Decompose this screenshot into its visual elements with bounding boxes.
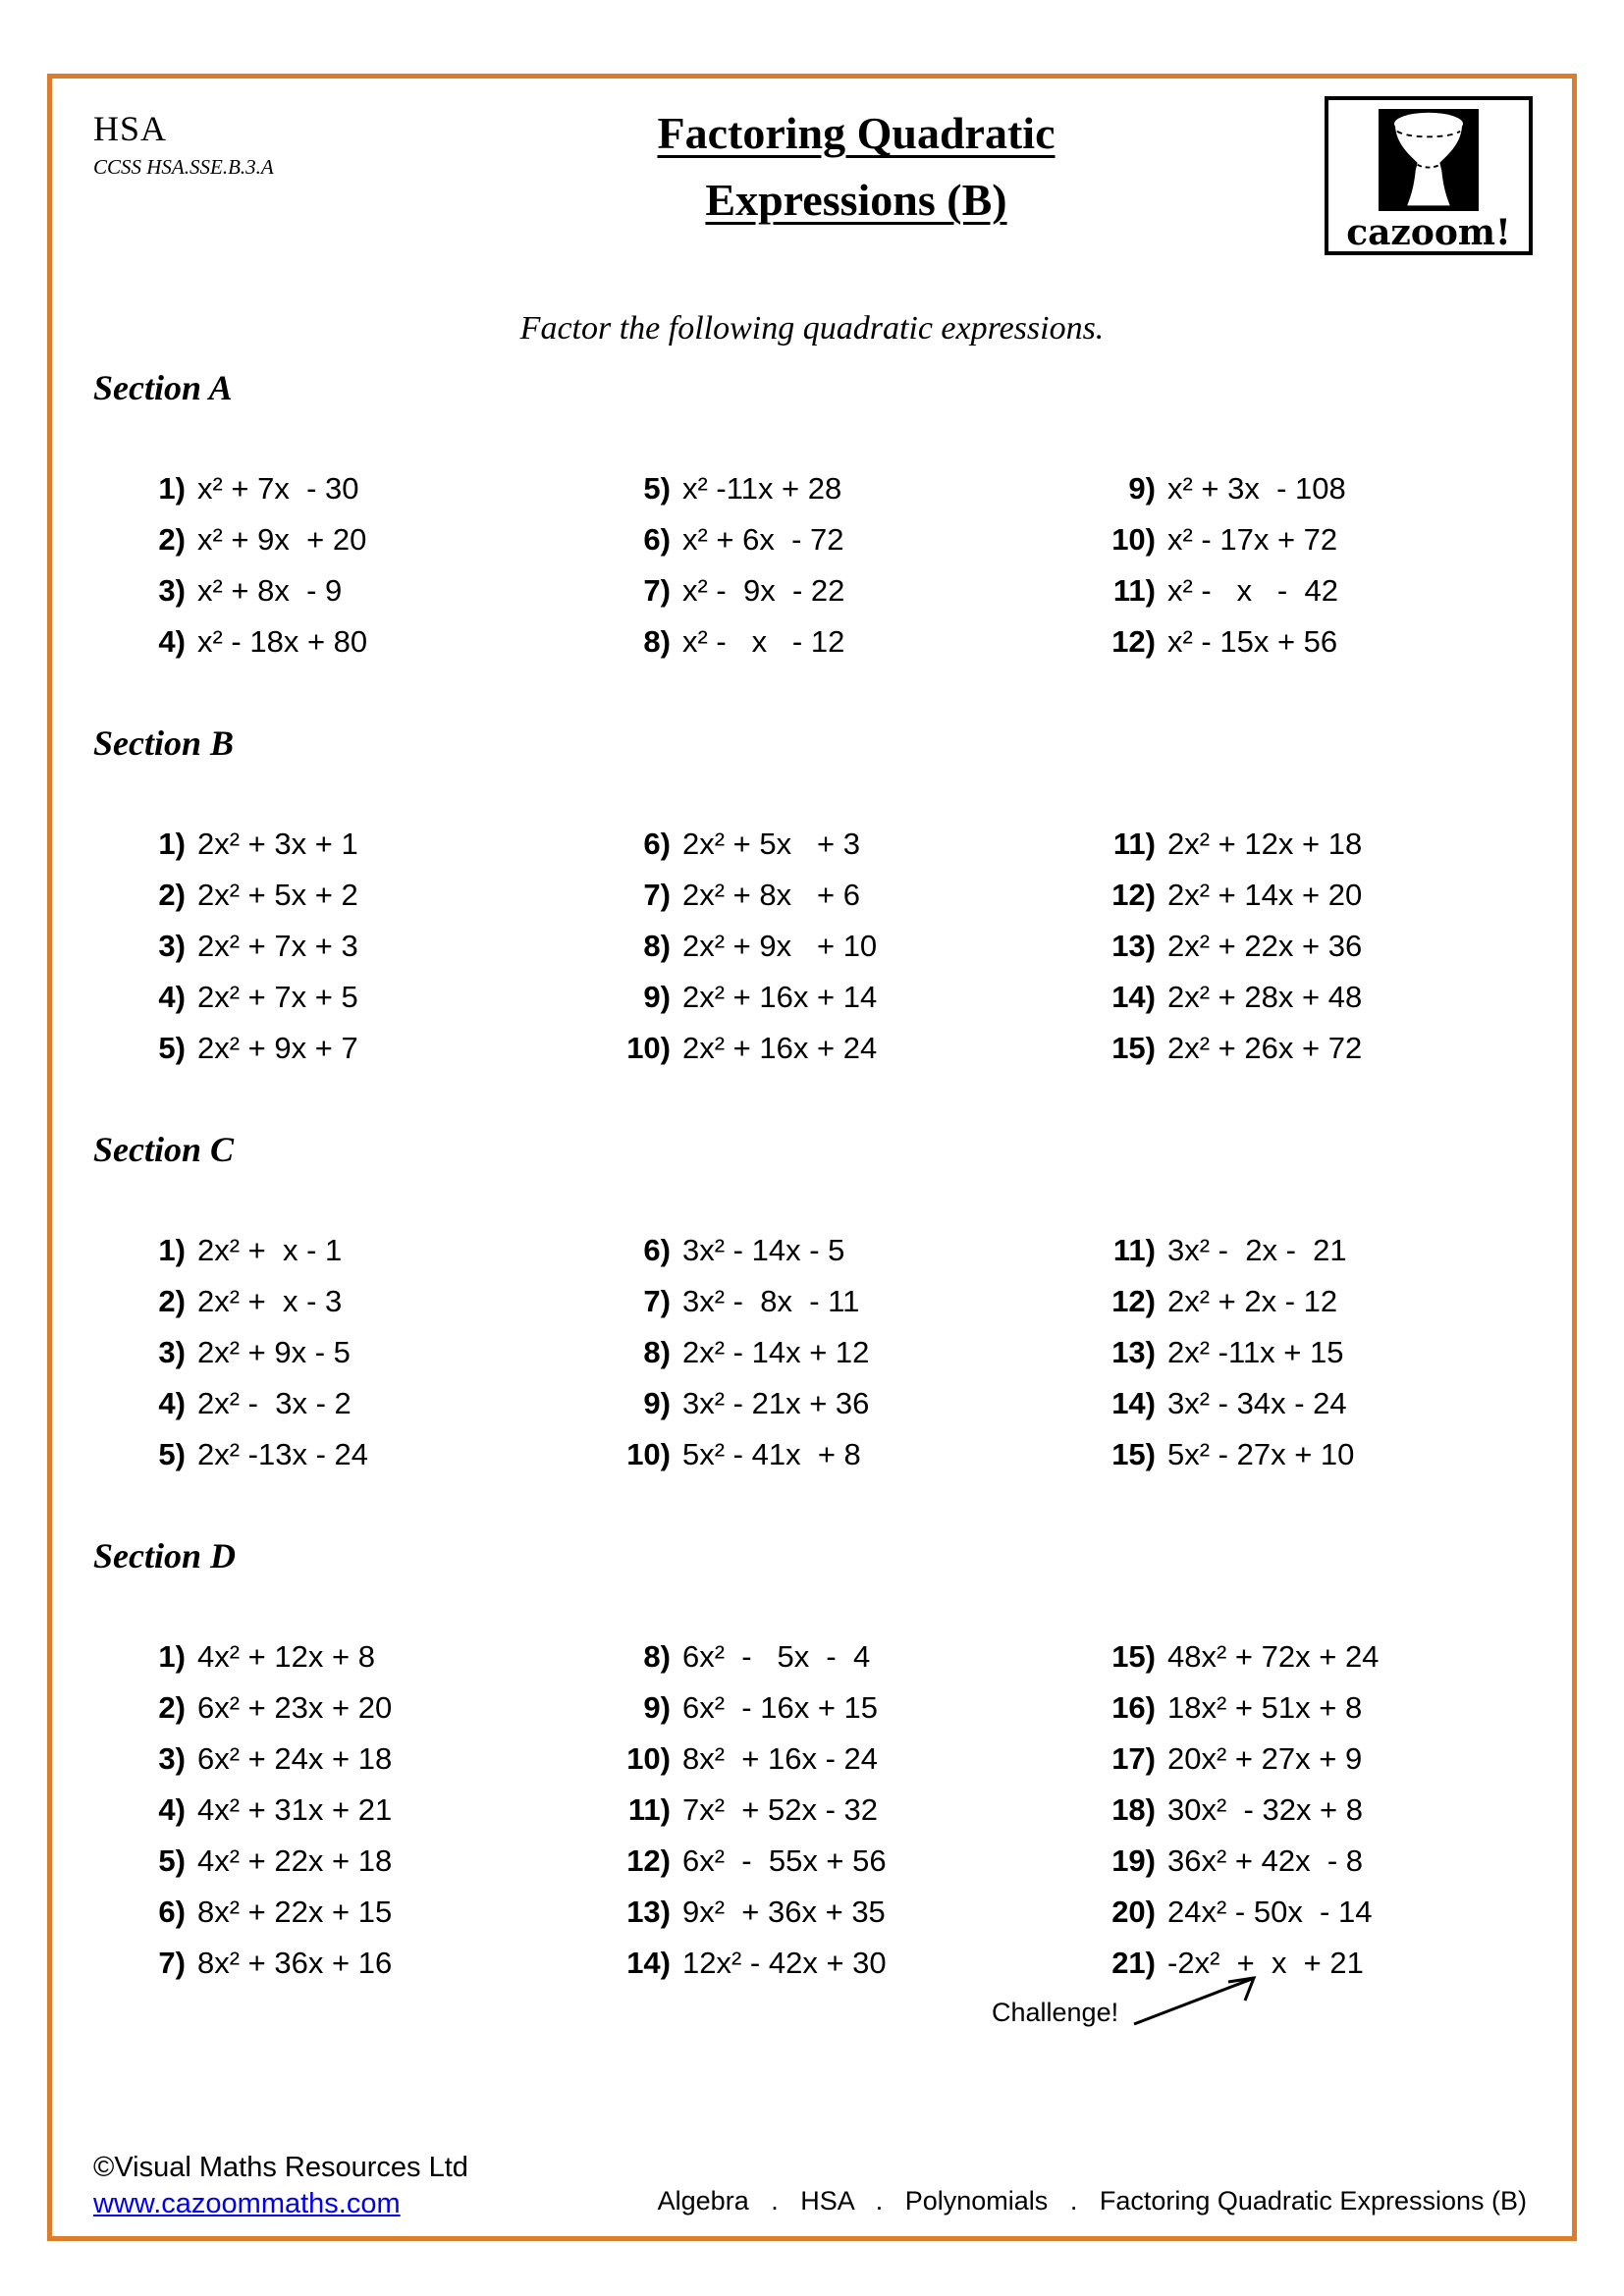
problem-number: 14) [1111,980,1156,1014]
problem-expression: x² + 3x - 108 [1167,471,1346,506]
problem-expression: x² - x - 12 [682,624,845,659]
problem-item [1087,1327,1572,1378]
problem-expression: 2x² + 22x + 36 [1167,929,1363,963]
problem-number: 4) [158,1386,186,1420]
section-title: Section D [93,1536,237,1575]
problem-number: 2) [158,1690,186,1725]
problem-number: 13) [626,1895,671,1929]
copyright-text: ©Visual Maths Resources Ltd [93,2152,468,2183]
problem-column [117,1631,602,1989]
problem-number: 12) [1111,878,1156,912]
problem-expression: 12x² - 42x + 30 [682,1946,887,1980]
problem-item [1087,616,1572,667]
problem-expression: 4x² + 31x + 21 [197,1792,393,1827]
problem-number: 4) [158,1792,186,1827]
problem-expression: 3x² - 8x - 11 [682,1284,860,1318]
problem-expression: 36x² + 42x - 8 [1167,1843,1364,1878]
problem-expression: 2x² -13x - 24 [197,1437,369,1471]
problem-number: 5) [158,1437,186,1471]
problem-number: 2) [158,522,186,557]
problem-item [1087,1276,1572,1327]
problem-item [117,819,602,870]
problem-expression: 3x² - 14x - 5 [682,1233,845,1267]
problem-number: 2) [158,1284,186,1318]
problem-expression: 6x² + 23x + 20 [197,1690,393,1725]
problem-expression: x² + 7x - 30 [197,471,359,506]
problem-number: 8) [643,929,671,963]
problem-expression: 18x² + 51x + 8 [1167,1690,1363,1725]
problem-columns [117,1225,1572,1480]
problem-item [602,1836,1087,1887]
problem-item [1087,514,1572,565]
section-B [52,722,1572,1074]
website-link[interactable]: www.cazoommaths.com [93,2188,401,2219]
section-title: Section B [93,723,235,763]
problem-item [117,616,602,667]
problem-item [602,1887,1087,1938]
section-title: Section C [93,1130,235,1169]
problem-item [117,972,602,1023]
problem-expression: 30x² - 32x + 8 [1167,1792,1364,1827]
problem-expression: 8x² + 22x + 15 [197,1895,393,1929]
problem-item [602,565,1087,616]
problem-expression: 2x² + 5x + 3 [682,827,860,861]
problem-column [602,819,1087,1074]
problem-columns [117,1631,1572,1989]
section-title: Section A [93,368,233,407]
problem-number: 8) [643,624,671,659]
problem-number: 10) [626,1741,671,1776]
problem-item [1087,1785,1572,1836]
problem-number: 3) [158,1335,186,1369]
problem-item [1087,463,1572,514]
problem-expression: 2x² -11x + 15 [1167,1335,1344,1369]
problem-expression: 2x² - 3x - 2 [197,1386,352,1420]
problem-expression: 48x² + 72x + 24 [1167,1639,1380,1674]
problem-expression: x² -11x + 28 [682,471,842,506]
problem-item [602,1938,1087,1989]
problem-column [602,1225,1087,1480]
problem-item [602,463,1087,514]
page-title [388,100,1325,255]
problem-expression: 2x² + 9x + 10 [682,929,878,963]
problem-expression: 2x² + 3x + 1 [197,827,358,861]
problem-number: 17) [1111,1741,1156,1776]
challenge-label: Challenge! [992,1998,1119,2027]
problem-column [602,1631,1087,1989]
problem-expression: x² - x - 42 [1167,573,1338,608]
problem-item [117,514,602,565]
problem-expression: 8x² + 36x + 16 [197,1946,393,1980]
problem-number: 7) [158,1946,186,1980]
problem-column [117,1225,602,1480]
problem-item [602,819,1087,870]
problem-number: 8) [643,1335,671,1369]
problem-number: 18) [1111,1792,1156,1827]
problem-item [602,972,1087,1023]
problem-number: 6) [643,827,671,861]
problem-expression: 2x² + 9x + 7 [197,1031,358,1065]
problem-number: 11) [627,1792,671,1827]
problem-item [117,1631,602,1682]
problem-number: 4) [158,980,186,1014]
problem-number: 9) [1128,471,1156,506]
problem-number: 3) [158,929,186,963]
problem-expression: 2x² + 5x + 2 [197,878,358,912]
page-title-line1: Factoring Quadratic [657,108,1056,158]
problem-item [602,1785,1087,1836]
problem-column [117,819,602,1074]
problem-number: 6) [158,1895,186,1929]
problem-expression: 6x² - 5x - 4 [682,1639,871,1674]
problem-expression: 6x² + 24x + 18 [197,1741,393,1776]
problem-number: 15) [1111,1031,1156,1065]
problem-item [117,1836,602,1887]
problem-number: 3) [158,1741,186,1776]
problem-item [602,1225,1087,1276]
problem-expression: 2x² - 14x + 12 [682,1335,870,1369]
problem-number: 11) [1112,1233,1156,1267]
problem-number: 21) [1111,1946,1156,1980]
problem-item [1087,1734,1572,1785]
problem-number: 2) [158,878,186,912]
problem-item [602,1327,1087,1378]
problem-columns [117,463,1572,667]
problem-item [1087,1682,1572,1734]
problem-number: 15) [1111,1639,1156,1674]
problem-item [1087,819,1572,870]
problem-number: 1) [158,1639,186,1674]
problem-number: 19) [1111,1843,1156,1878]
problem-number: 15) [1111,1437,1156,1471]
problem-expression: 2x² + 8x + 6 [682,878,860,912]
problem-number: 12) [1111,1284,1156,1318]
problem-number: 7) [643,1284,671,1318]
problem-expression: 2x² + x - 1 [197,1233,343,1267]
problem-expression: 2x² + 9x - 5 [197,1335,351,1369]
problem-number: 16) [1111,1690,1156,1725]
problem-number: 4) [158,624,186,659]
problem-expression: 5x² - 41x + 8 [682,1437,861,1471]
problem-expression: x² + 8x - 9 [197,573,343,608]
problem-expression: 2x² + 7x + 5 [197,980,358,1014]
problem-expression: 6x² - 55x + 56 [682,1843,887,1878]
problem-number: 10) [626,1031,671,1065]
header [52,94,1572,255]
problem-expression: 4x² + 12x + 8 [197,1639,375,1674]
problem-expression: 2x² + 28x + 48 [1167,980,1363,1014]
problem-number: 9) [643,1386,671,1420]
problem-column [117,463,602,667]
problem-expression: x² - 15x + 56 [1167,624,1338,659]
problem-item [117,1276,602,1327]
problem-item [602,1682,1087,1734]
problem-item [602,921,1087,972]
problem-item [1087,1023,1572,1074]
problem-expression: 3x² - 21x + 36 [682,1386,870,1420]
problem-item [117,870,602,921]
breadcrumb: Algebra . HSA . Polynomials . Factoring Quadratic Expressions (B) [657,2186,1527,2216]
problem-item [602,514,1087,565]
problem-item [117,1429,602,1480]
problem-expression: 4x² + 22x + 18 [197,1843,393,1878]
problem-expression: 2x² + 16x + 24 [682,1031,878,1065]
problem-item [117,565,602,616]
problem-item [117,463,602,514]
problem-number: 7) [643,573,671,608]
problem-expression: x² - 18x + 80 [197,624,368,659]
course-code: HSA [93,109,168,148]
problem-column [1087,1631,1572,1989]
problem-column [1087,463,1572,667]
header-left [93,108,388,255]
problem-item [602,1276,1087,1327]
problem-item [1087,972,1572,1023]
problem-item [117,1734,602,1785]
problem-number: 1) [158,471,186,506]
problem-number: 13) [1111,929,1156,963]
problem-number: 12) [626,1843,671,1878]
problem-expression: 8x² + 16x - 24 [682,1741,879,1776]
page-title-line2: Expressions (B) [705,175,1007,225]
problem-number: 20) [1111,1895,1156,1929]
problem-item [1087,565,1572,616]
problem-item [1087,1836,1572,1887]
problem-expression: x² - 17x + 72 [1167,522,1338,557]
standard-code: CCSS HSA.SSE.B.3.A [93,155,274,179]
problem-expression: 2x² + 16x + 14 [682,980,878,1014]
problem-item [117,1023,602,1074]
problem-item [602,1631,1087,1682]
problem-column [602,463,1087,667]
problem-item [602,870,1087,921]
problem-number: 3) [158,573,186,608]
problem-item [117,921,602,972]
problem-expression: x² - 9x - 22 [682,573,845,608]
problem-expression: 5x² - 27x + 10 [1167,1437,1355,1471]
problem-number: 6) [643,522,671,557]
problem-expression: 24x² - 50x - 14 [1167,1895,1373,1929]
problem-expression: 9x² + 36x + 35 [682,1895,886,1929]
drum-icon [1379,109,1479,211]
section-D [52,1535,1572,1989]
problem-item [602,1429,1087,1480]
problem-expression: 6x² - 16x + 15 [682,1690,879,1725]
problem-number: 13) [1111,1335,1156,1369]
problem-item [602,1378,1087,1429]
problem-number: 11) [1112,573,1156,608]
problem-item [117,1682,602,1734]
footer-left [93,2150,468,2222]
problem-item [117,1887,602,1938]
problem-number: 12) [1111,624,1156,659]
challenge-arrow-icon [1128,1967,1272,2030]
problem-item [602,1023,1087,1074]
problem-column [1087,1225,1572,1480]
problem-expression: 3x² - 34x - 24 [1167,1386,1347,1420]
instruction-text: Factor the following quadratic expressions. [519,310,1105,347]
problem-number: 5) [643,471,671,506]
problem-expression: 2x² + 2x - 12 [1167,1284,1338,1318]
problem-number: 1) [158,1233,186,1267]
problem-expression: 2x² + 7x + 3 [197,929,358,963]
problem-expression: 2x² + 12x + 18 [1167,827,1363,861]
problem-number: 5) [158,1843,186,1878]
sections-container [52,367,1572,1989]
problem-item [117,1378,602,1429]
problem-expression: 2x² + 14x + 20 [1167,878,1363,912]
problem-item [1087,1631,1572,1682]
problem-number: 10) [1111,522,1156,557]
problem-item [1087,1887,1572,1938]
section-C [52,1129,1572,1480]
problem-item [117,1938,602,1989]
problem-expression: 3x² - 2x - 21 [1167,1233,1347,1267]
problem-item [117,1327,602,1378]
problem-number: 14) [626,1946,671,1980]
problem-number: 14) [1111,1386,1156,1420]
problem-item [117,1785,602,1836]
problem-number: 11) [1112,827,1156,861]
problem-number: 9) [643,1690,671,1725]
problem-expression: 2x² + x - 3 [197,1284,343,1318]
problem-item [1087,1429,1572,1480]
problem-item [1087,1225,1572,1276]
problem-number: 10) [626,1437,671,1471]
problem-column [1087,819,1572,1074]
section-A [52,367,1572,667]
problem-number: 1) [158,827,186,861]
problem-item [1087,921,1572,972]
problem-expression: 20x² + 27x + 9 [1167,1741,1363,1776]
challenge-annotation [992,1993,1572,2056]
problem-item [602,1734,1087,1785]
problem-number: 7) [643,878,671,912]
problem-number: 6) [643,1233,671,1267]
problem-number: 9) [643,980,671,1014]
problem-expression: x² + 9x + 20 [197,522,367,557]
problem-expression: -2x² + x + 21 [1167,1946,1364,1980]
logo-wordmark: cazoom! [1346,212,1511,253]
problem-item [117,1225,602,1276]
worksheet-page [47,74,1577,2241]
problem-item [602,616,1087,667]
problem-expression: 2x² + 26x + 72 [1167,1031,1363,1065]
problem-item [1087,1378,1572,1429]
cazoom-logo [1325,96,1533,255]
problem-number: 5) [158,1031,186,1065]
problem-expression: x² + 6x - 72 [682,522,844,557]
problem-expression: 7x² + 52x - 32 [682,1792,879,1827]
problem-columns [117,819,1572,1074]
problem-number: 8) [643,1639,671,1674]
problem-item [1087,870,1572,921]
